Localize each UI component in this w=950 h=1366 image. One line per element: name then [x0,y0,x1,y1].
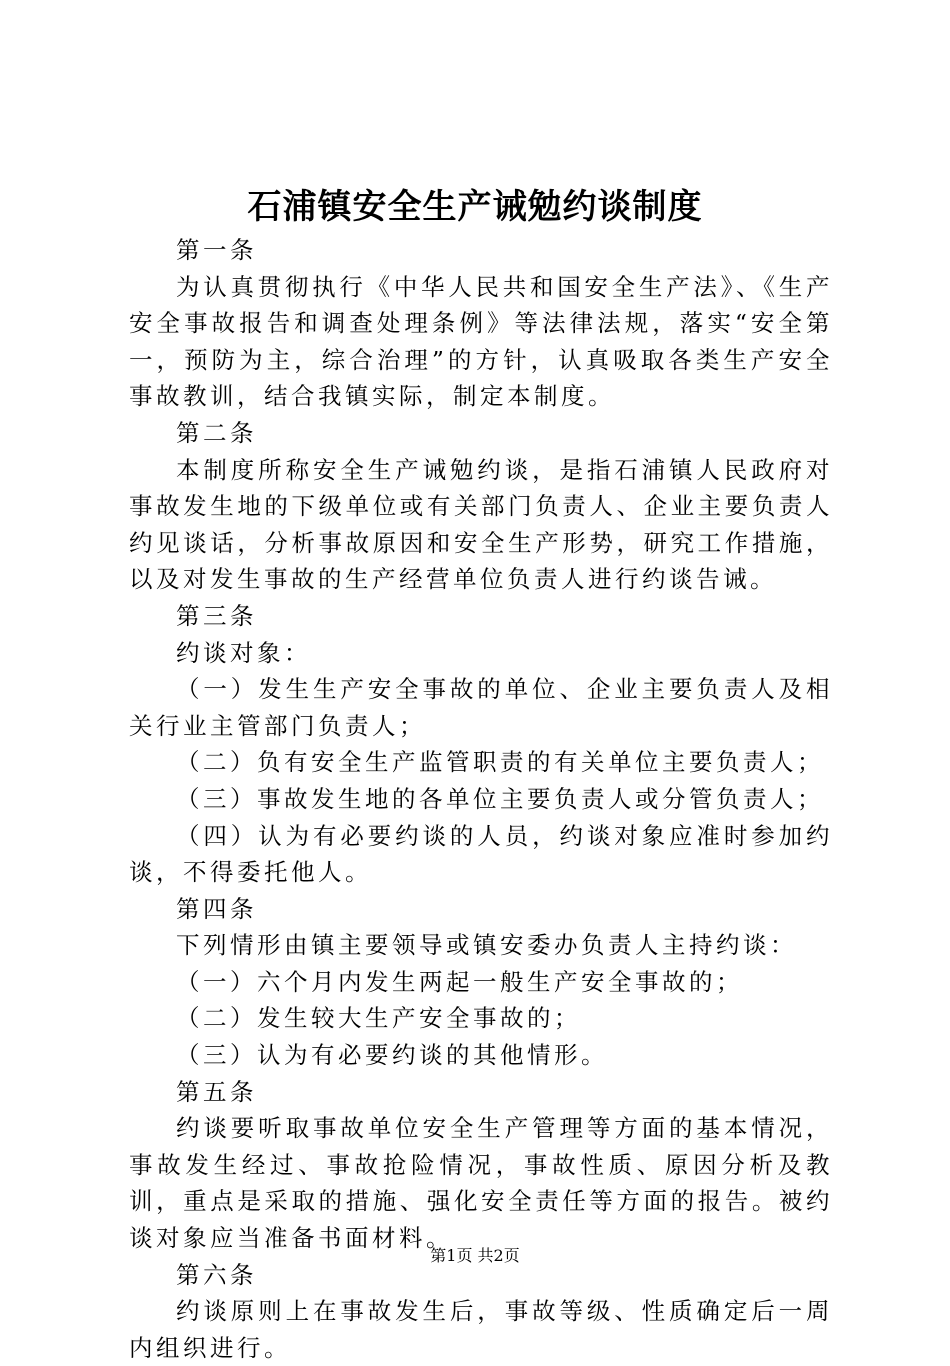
list-item: （一）六个月内发生两起一般生产安全事故的； [176,967,743,996]
list-item: （三）认为有必要约谈的其他情形。 [176,1041,608,1070]
article-heading-6: 第六条 [176,1260,257,1289]
body-paragraph: 下列情形由镇主要领导或镇安委办负责人主持约谈： [176,931,797,960]
body-paragraph: 为认真贯彻执行《中华人民共和国安全生产法》、《生产安全事故报告和调查处理条例》等法律法规，落实“安全第一，预防为主，综合治理”的方针，认真吸取各类生产安全事故教训，结合我镇实际，制定本制度。 [129,272,833,411]
list-item: （四）认为有必要约谈的人员，约谈对象应准时参加约谈，不得委托他人。 [129,821,833,887]
document-body [129,232,833,1366]
article-heading-3: 第三条 [176,601,257,630]
document-title: 石浦镇安全生产诫勉约谈制度 [247,187,703,227]
article-heading-2: 第二条 [176,418,257,447]
list-item: （三）事故发生地的各单位主要负责人或分管负责人； [176,784,824,813]
body-paragraph: 本制度所称安全生产诫勉约谈，是指石浦镇人民政府对事故发生地的下级单位或有关部门负责人、企业主要负责人约见谈话，分析事故原因和安全生产形势，研究工作措施，以及对发生事故的生产经营单位负责人进行约谈告诫。 [129,455,833,594]
list-item: （二）发生较大生产安全事故的； [176,1004,581,1033]
article-heading-4: 第四条 [176,894,257,923]
body-paragraph: 约谈对象： [176,638,311,667]
list-item: （二）负有安全生产监管职责的有关单位主要负责人； [176,748,824,777]
body-paragraph: 约谈要听取事故单位安全生产管理等方面的基本情况，事故发生经过、事故抢险情况，事故性质、原因分析及教训，重点是采取的措施、强化安全责任等方面的报告。被约谈对象应当准备书面材料。 [129,1114,833,1253]
list-item: （一）发生生产安全事故的单位、企业主要负责人及相关行业主管部门负责人； [129,675,833,740]
article-heading-1: 第一条 [176,236,257,264]
body-paragraph: 约谈原则上在事故发生后，事故等级、性质确定后一周内组织进行。 [129,1297,833,1362]
page-footer: 第1页 共2页 [430,1246,520,1265]
article-heading-5: 第五条 [176,1077,257,1106]
